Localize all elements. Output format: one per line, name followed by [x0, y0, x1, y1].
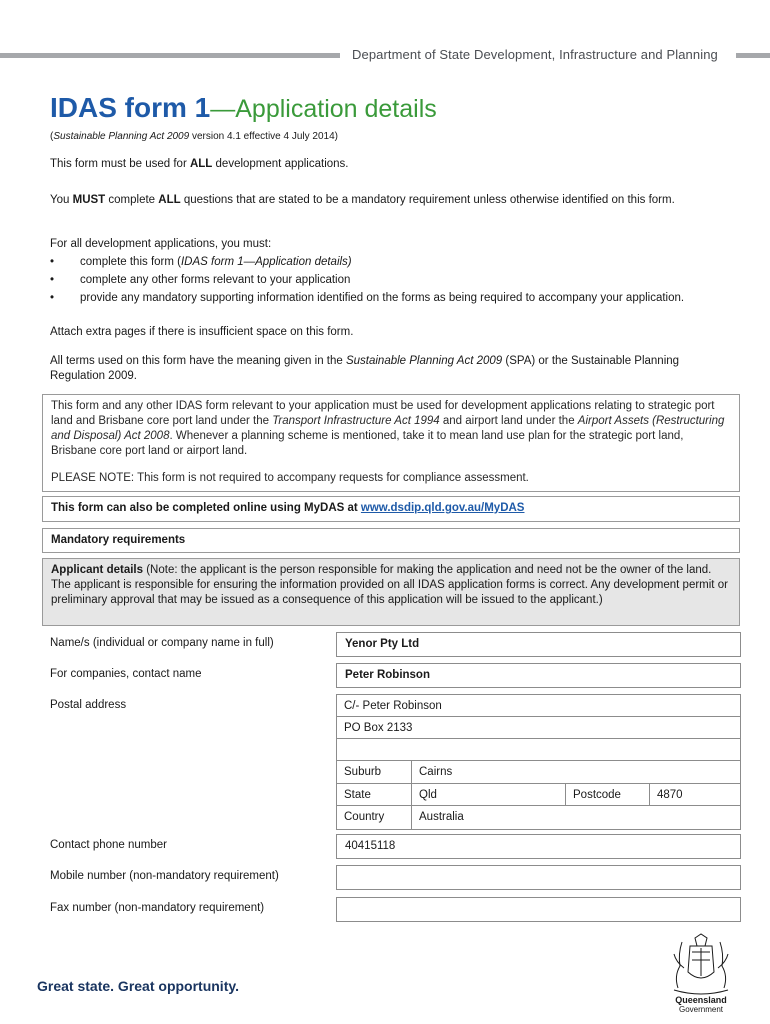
state-field[interactable]: Qld [411, 784, 565, 805]
mandatory-requirements-heading: Mandatory requirements [42, 528, 740, 553]
intro-p5-text-end: (SPA) or the Sustainable Planning Regulation 2009. [50, 355, 680, 382]
contact-phone-label: Contact phone number [50, 839, 167, 851]
intro-p5-text: All terms used on this form have the meaning given in the [50, 355, 346, 367]
intro-p1-bold: ALL [189, 158, 213, 170]
suburb-label: Suburb [344, 766, 382, 778]
list-item: • complete any other forms relevant to your application [50, 273, 730, 288]
logo-text-government: Government [678, 1005, 724, 1014]
queensland-government-logo [660, 932, 742, 1014]
postal-line-3-row [337, 739, 740, 761]
port-land-note-box [42, 394, 740, 492]
note-text-2: and airport land under the [439, 415, 578, 427]
country-row [337, 806, 740, 829]
note-text-1: This form and any other IDAS form relevant to your application must be used for development applications relating to strategic port land and Brisbane core port land under the [51, 400, 715, 427]
fax-label: Fax number (non-mandatory requirement) [50, 902, 265, 914]
postal-line-1-field[interactable]: C/- Peter Robinson [344, 700, 442, 712]
intro-p2-text: You [50, 194, 73, 206]
fax-field[interactable] [336, 897, 741, 922]
form-title [50, 92, 437, 124]
names-label: Name/s (individual or company name in full) [50, 637, 274, 649]
list-item [50, 255, 730, 270]
footer-slogan: Great state. Great opportunity. [37, 978, 239, 994]
postcode-label: Postcode [565, 784, 649, 805]
header-rule-right [736, 53, 770, 58]
intro-p2-text-end: questions that are stated to be a mandatory requirement unless otherwise identified on this form. [180, 194, 675, 206]
intro-p1-text: This form must be used for [50, 158, 190, 170]
form-title-suffix: —Application details [210, 95, 437, 123]
note-act-1: Transport Infrastructure Act 1994 [272, 415, 440, 427]
list-item: • provide any mandatory supporting information identified on the forms as being required to accompany your application. [50, 291, 730, 306]
intro-paragraph-3: For all development applications, you must: [50, 238, 272, 250]
online-text: This form can also be completed online using MyDAS at [51, 502, 361, 514]
postal-address-label: Postal address [50, 699, 127, 711]
mydas-link[interactable]: www.dsdip.qld.gov.au/MyDAS [360, 502, 525, 514]
intro-p2-must: MUST [72, 194, 106, 206]
postcode-field[interactable]: 4870 [649, 784, 740, 805]
version-act: Sustainable Planning Act 2009 [53, 131, 190, 142]
intro-paragraph-5 [50, 354, 730, 384]
suburb-row [337, 761, 740, 784]
intro-paragraph-1 [50, 157, 730, 172]
form-title-main: IDAS form 1 [50, 92, 211, 123]
intro-paragraph-4: Attach extra pages if there is insufficient space on this form. [50, 326, 354, 338]
postal-line-2-field[interactable]: PO Box 2133 [344, 722, 413, 734]
online-box [42, 496, 740, 522]
bullet1-italic: IDAS form 1—Application details) [180, 256, 352, 268]
mobile-label: Mobile number (non-mandatory requirement) [50, 870, 279, 882]
contact-name-label: For companies, contact name [50, 668, 202, 680]
requirements-list [50, 255, 730, 309]
state-label: State [344, 789, 371, 801]
port-land-note [51, 399, 731, 459]
applicant-note: (Note: the applicant is the person responsible for making the application and need not be the owner of the land. The applicant is responsible for ensuring the information provided on all IDAS application forms is correct. Any development permit or preliminary approval that may be issued as a consequence of this application will be issued to the applicant.) [51, 564, 728, 606]
contact-name-field[interactable]: Peter Robinson [336, 663, 741, 688]
country-label: Country [344, 811, 385, 823]
intro-p5-italic: Sustainable Planning Act 2009 [345, 355, 503, 367]
intro-p1-text-end: development applications. [212, 158, 349, 170]
state-row [337, 784, 740, 806]
suburb-field[interactable]: Cairns [411, 761, 740, 783]
note-text-3: . Whenever a planning scheme is mentioned, take it to mean land use plan for the strategic port land, Brisbane core port land or airport land. [51, 430, 684, 457]
contact-phone-field[interactable]: 40415118 [336, 834, 741, 859]
applicant-heading: Applicant details [51, 564, 144, 576]
note-act-2: Airport Assets (Restructuring and Disposal) Act 2008 [51, 415, 725, 442]
form-version: (Sustainable Planning Act 2009 version 4.1 effective 4 July 2014) [50, 131, 338, 142]
department-name: Department of State Development, Infrastructure and Planning [352, 47, 718, 62]
postal-line-2-row [337, 717, 740, 739]
names-field[interactable]: Yenor Pty Ltd [336, 632, 741, 657]
postal-line-3-field[interactable] [337, 739, 740, 760]
intro-p2-all: ALL [158, 194, 181, 206]
applicant-details-box [42, 558, 740, 626]
country-field[interactable]: Australia [411, 806, 740, 829]
postal-line-1-row [337, 695, 740, 717]
version-details: version 4.1 effective 4 July 2014) [189, 131, 338, 142]
mobile-field[interactable] [336, 865, 741, 890]
bullet1-text: complete this form ( [80, 256, 181, 268]
intro-paragraph-2 [50, 193, 730, 208]
header-rule-left [0, 53, 340, 58]
coat-of-arms-icon [660, 932, 742, 1014]
logo-text-queensland: Queensland [675, 995, 727, 1005]
please-note: PLEASE NOTE: This form is not required to accompany requests for compliance assessment. [51, 472, 529, 484]
postal-address-table [336, 694, 741, 830]
intro-p2-text-mid: complete [105, 194, 159, 206]
